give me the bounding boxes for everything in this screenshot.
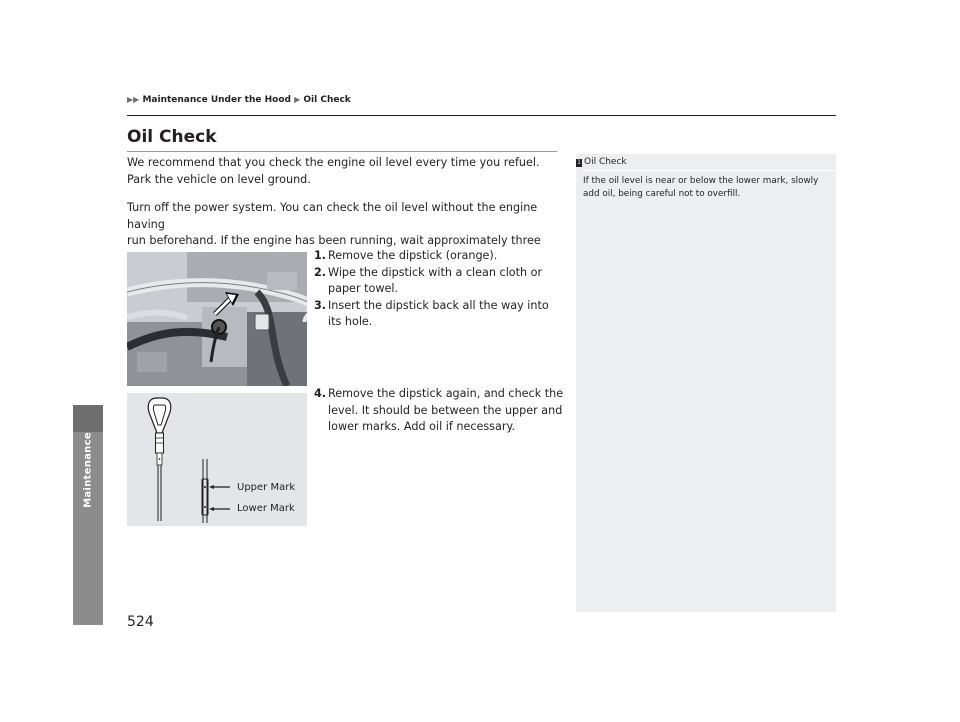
- step-4: [314, 386, 564, 436]
- sidebar-note-panel: [576, 154, 836, 612]
- step-number: 2.: [314, 265, 327, 279]
- step-item: [314, 265, 564, 298]
- page-number: 524: [127, 614, 154, 630]
- engine-bay-photo: [127, 252, 307, 386]
- sidebar-note-title-text: Oil Check: [584, 157, 627, 167]
- step-text: Insert the dipstick back all the way into its hole.: [328, 298, 549, 328]
- step-text: Wipe the dipstick with a clean cloth or paper towel.: [328, 265, 543, 295]
- intro-line: Park the vehicle on level ground.: [127, 172, 311, 186]
- step-item: [314, 248, 564, 265]
- breadcrumb-item-maintenance[interactable]: Maintenance Under the Hood: [142, 95, 291, 105]
- step-number: 1.: [314, 249, 327, 262]
- sidebar-note-text: If the oil level is near or below the lower mark, slowly add oil, being careful not to overfill.: [583, 176, 819, 199]
- chapter-side-label: Maintenance: [82, 432, 94, 508]
- breadcrumb: [127, 95, 351, 105]
- lower-mark-label: Lower Mark: [237, 503, 295, 514]
- reference-icon: 1: [577, 159, 581, 166]
- intro-text: [127, 155, 562, 188]
- step-number: 4.: [314, 387, 327, 400]
- breadcrumb-item-oil-check[interactable]: Oil Check: [303, 95, 351, 105]
- title-rule: [127, 151, 557, 152]
- step-item: [314, 298, 564, 331]
- intro-line: We recommend that you check the engine oil level every time you refuel.: [127, 156, 540, 169]
- page-title: Oil Check: [127, 127, 217, 147]
- step-number: 3.: [314, 298, 327, 312]
- breadcrumb-arrow-icon: ▶: [294, 95, 301, 104]
- step-item: [314, 386, 564, 436]
- paragraph-line: Turn off the power system. You can check the oil level without the engine having: [127, 201, 538, 231]
- engine-bay-illustration: [127, 252, 307, 386]
- step-text: Remove the dipstick again, and check the level. It should be between the upper and lower marks. Add oil if necessary.: [328, 387, 564, 433]
- paragraph-line: run beforehand. If the engine has been running, wait approximately three: [127, 234, 541, 247]
- upper-mark-label: Upper Mark: [237, 482, 296, 493]
- chapter-tab-marker: [73, 405, 103, 432]
- step-text: Remove the dipstick (orange).: [328, 249, 498, 262]
- sidebar-note-rule: [582, 170, 836, 171]
- breadcrumb-arrow-icon: ▶▶: [127, 95, 140, 104]
- sidebar-note-title: [576, 157, 627, 167]
- dipstick-diagram: [127, 393, 307, 526]
- header-rule: [127, 115, 836, 116]
- steps-1-3: [314, 248, 564, 331]
